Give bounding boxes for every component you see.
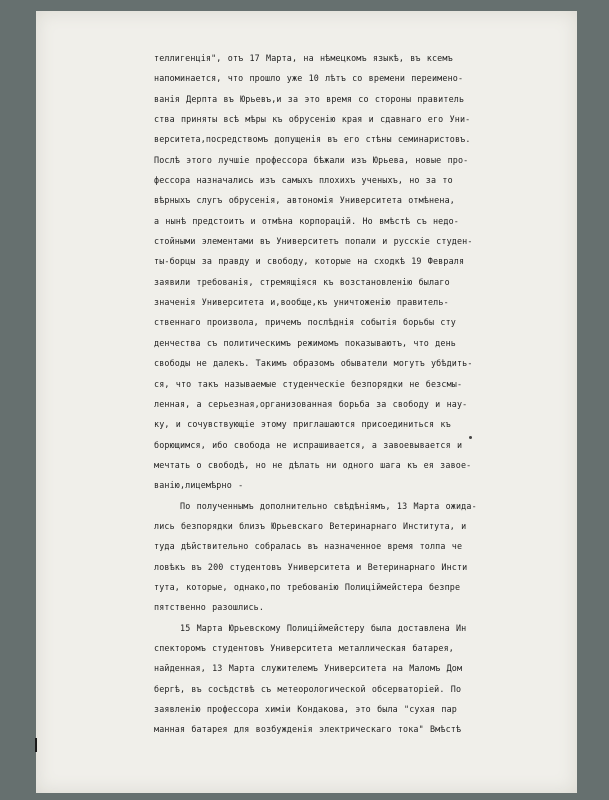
text-line: стойными элементами въ Университетъ попали и русскіе студен-: [154, 236, 473, 247]
text-line: бергѣ, въ сосѣдствѣ съ метеорологической обсерваторіей. По: [154, 683, 462, 694]
text-line: Послѣ этого лучшіе профессора бѣжали изъ Юрьева, новые про-: [154, 154, 469, 165]
text-line: свободы не далекъ. Такимъ образомъ обыватели могутъ убѣдить-: [154, 358, 473, 369]
text-line: туда дѣйствительно собралась въ назначенное время толпа че: [154, 541, 463, 552]
text-line: верситета,посредствомъ допущенія въ его стѣны семинаристовъ.: [154, 134, 471, 145]
text-line: фессора назначались изъ самыхъ плохихъ ученыхъ, но за то: [154, 175, 453, 186]
document-body: [154, 48, 544, 740]
text-line: напоминается, что прошло уже 10 лѣтъ со времени переимено-: [154, 73, 464, 84]
text-line: ства приняты всѣ мѣры къ обрусенію края и сдавнаго его Уни-: [154, 114, 471, 125]
text-line: вѣрныхъ слугъ обрусенія, автономія Университета отмѣнена,: [154, 195, 455, 206]
text-line: манная батарея для возбужденія электрическаго тока" Вмѣстѣ: [154, 724, 462, 735]
text-line: ственнаго произвола, причемъ послѣднія событія борьбы сту: [154, 317, 456, 328]
text-line: ся, что такъ называемые студенческіе безпорядки не безсмы-: [154, 378, 463, 389]
text-line: спекторомъ студентовъ Университета металлическая батарея,: [154, 642, 454, 653]
text-line: ванія Дерпта въ Юрьевъ,и за это время со стороны правитель: [154, 93, 465, 104]
text-line: мечтать о свободѣ, но не дѣлать ни одного шага къ ея завое-: [154, 459, 472, 470]
text-line: найденная, 13 Марта служителемъ Университета на Маломъ Дом: [154, 663, 463, 674]
text-line: лись безпорядки близъ Юрьевскаго Ветеринарнаго Института, и: [154, 520, 467, 531]
paragraph-start-line: По полученнымъ дополнительно свѣдѣніямъ, 13 Марта ожида-: [180, 500, 477, 511]
document-page: [36, 11, 577, 793]
text-line: значенія Университета и,вообще,къ уничтоженію правитель-: [154, 297, 449, 308]
text-line: ленная, а серьезная,организованная борьба за свободу и нау-: [154, 398, 468, 409]
text-line: ку, и сочувствующіе этому приглашаются присоединиться къ: [154, 419, 451, 430]
text-line: борющимся, ибо свобода не испрашивается, а завоевывается и: [154, 439, 463, 450]
text-line: ванію,лицемѣрно -: [154, 480, 244, 491]
paragraph-start-line: 15 Марта Юрьевскому Полиціймейстеру была доставлена Ин: [180, 622, 467, 633]
text-line: пятственно разошлись.: [154, 602, 265, 613]
ink-speck: [469, 436, 472, 439]
text-line: а нынѣ предстоитъ и отмѣна корпорацій. Но вмѣстѣ съ недо-: [154, 215, 459, 226]
text-line: тута, которые, однако,по требованію Полиціймейстера безпре: [154, 581, 461, 592]
text-line: ловѣкъ въ 200 студентовъ Университета и Ветеринарнаго Инсти: [154, 561, 468, 572]
text-line: заявленію профессора химіи Кондакова, это была "сухая пар: [154, 704, 457, 714]
film-edge-mark: [35, 738, 37, 752]
text-line: заявили требованія, стремящіяся къ возстановленію былаго: [154, 276, 450, 287]
text-line: ты-борцы за правду и свободу, которые на сходкѣ 19 Февраля: [154, 256, 465, 267]
text-line: теллигенція", отъ 17 Марта, на нѣмецкомъ языкѣ, въ ксемъ: [154, 53, 453, 63]
text-line: денчества съ политическимъ режимомъ показываютъ, что день: [154, 337, 456, 348]
